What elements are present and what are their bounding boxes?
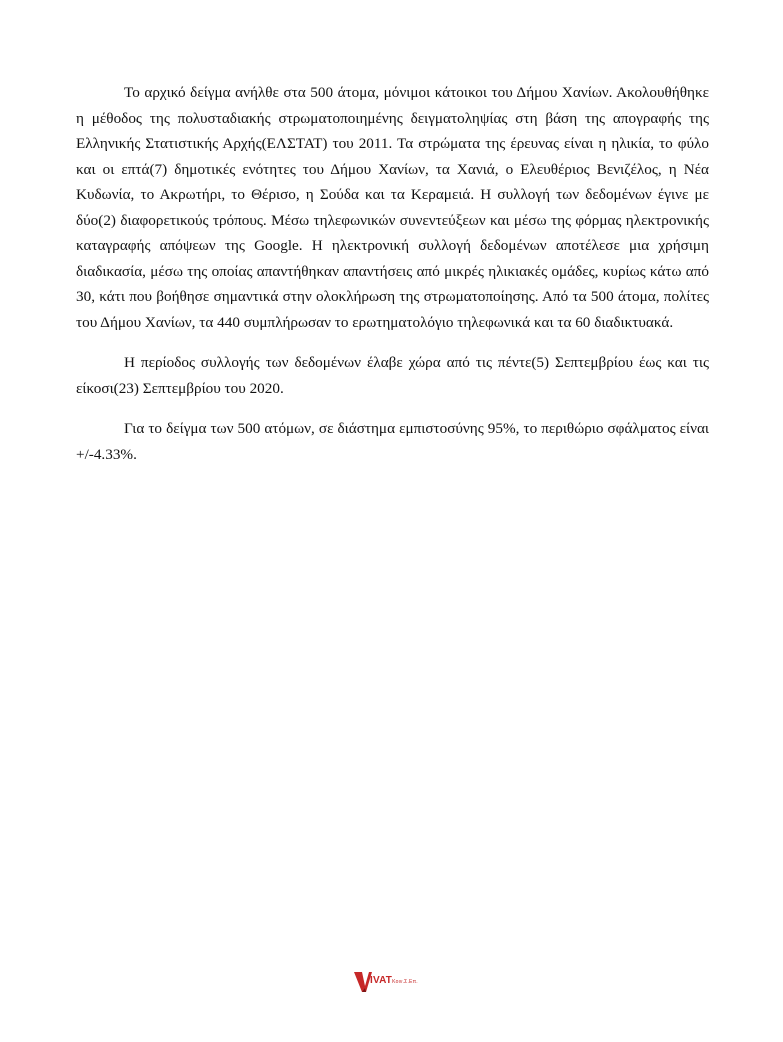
logo-sub-text: Κοιν.Σ.Επ.	[392, 979, 418, 985]
paragraph-sample: Το αρχικό δείγμα ανήλθε στα 500 άτομα, μόνιμοι κάτοικοι του Δήμου Χανίων. Ακολουθήθηκε η μέθοδος της πολυσταδιακής στρωματοποιημένης δειγματοληψίας στη βάση της απογραφής της Ελληνικής Στατιστικής Αρχής(ΕΛΣΤΑΤ) του 2011. Τα στρώματα της έρευνας είναι η ηλικία, το φύλο και οι επτά(7) δημοτικές ενότητες του Δήμου Χανίων, τα Χανιά, ο Ελευθέριος Βενιζέλος, η Νέα Κυδωνία, το Ακρωτήρι, το Θέρισο, η Σούδα και τα Κεραμειά. Η συλλογή των δεδομένων έγινε με δύο(2) διαφορετικούς τρόπους. Μέσω τηλεφωνικών συνεντεύξεων και μέσω της φόρμας ηλεκτρονικής καταγραφής απόψεων της Google. Η ηλεκτρονική συλλογή δεδομένων αποτέλεσε μια χρήσιμη διαδικασία, μέσω της οποίας απαντήθηκαν απαντήσεις από μικρές ηλικιακές ομάδες, κυρίως κάτω από 30, κάτι που βοήθησε σημαντικά στην ολοκλήρωση της στρωματοποίησης. Από τα 500 άτομα, πολίτες του Δήμου Χανίων, τα 440 συμπλήρωσαν το ερωτηματολόγιο τηλεφωνικά και τα 60 διαδικτυακά.	[76, 84, 709, 331]
paragraph-margin-of-error: Για το δείγμα των 500 ατόμων, σε διάστημα εμπιστοσύνης 95%, το περιθώριο σφάλματος είναι +/-4.33%.	[76, 420, 709, 463]
logo-main-text: IVAT	[370, 975, 393, 986]
document-body	[76, 80, 709, 467]
vivat-logo	[352, 966, 448, 994]
paragraph-collection-period: Η περίοδος συλλογής των δεδομένων έλαβε χώρα από τις πέντε(5) Σεπτεμβρίου έως και τις είκοσι(23) Σεπτεμβρίου του 2020.	[76, 354, 709, 397]
logo-wordmark	[370, 975, 418, 986]
